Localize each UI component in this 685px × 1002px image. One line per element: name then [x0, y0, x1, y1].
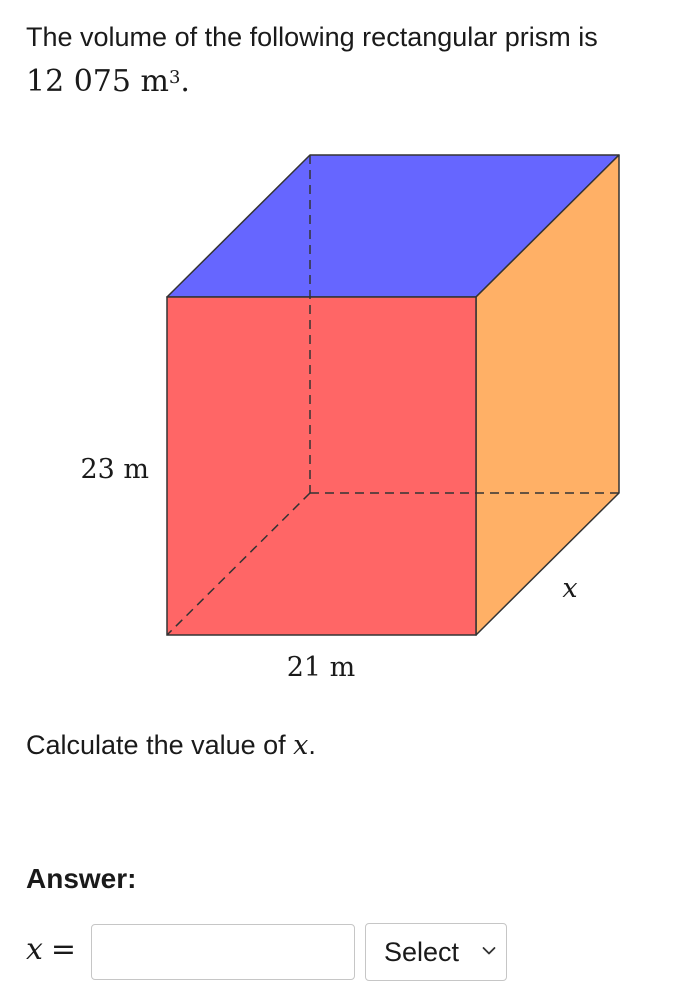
prism-front-face: [167, 297, 476, 635]
height-label: 23 m: [80, 454, 149, 485]
unit-select-label: Select: [384, 936, 460, 967]
unit-select[interactable]: [365, 923, 507, 981]
answer-heading: Answer:: [26, 863, 137, 894]
width-label: 21 m: [286, 652, 356, 683]
calculate-prompt: [26, 728, 316, 763]
answer-equation-label: [26, 930, 76, 970]
volume-period: .: [180, 64, 190, 99]
answer-input[interactable]: [91, 924, 355, 980]
question-text: The volume of the following rectangular prism is: [26, 22, 598, 52]
equals-sign: =: [50, 932, 77, 967]
answer-variable: x: [26, 932, 43, 967]
volume-value: 12 075 m: [26, 64, 169, 99]
volume-exponent: 3: [168, 67, 181, 88]
depth-label: x: [562, 573, 578, 604]
prompt-text: Calculate the value of: [26, 730, 294, 760]
prompt-period: .: [308, 730, 316, 760]
chevron-down-icon: [482, 946, 496, 956]
prompt-variable: x: [293, 730, 309, 761]
